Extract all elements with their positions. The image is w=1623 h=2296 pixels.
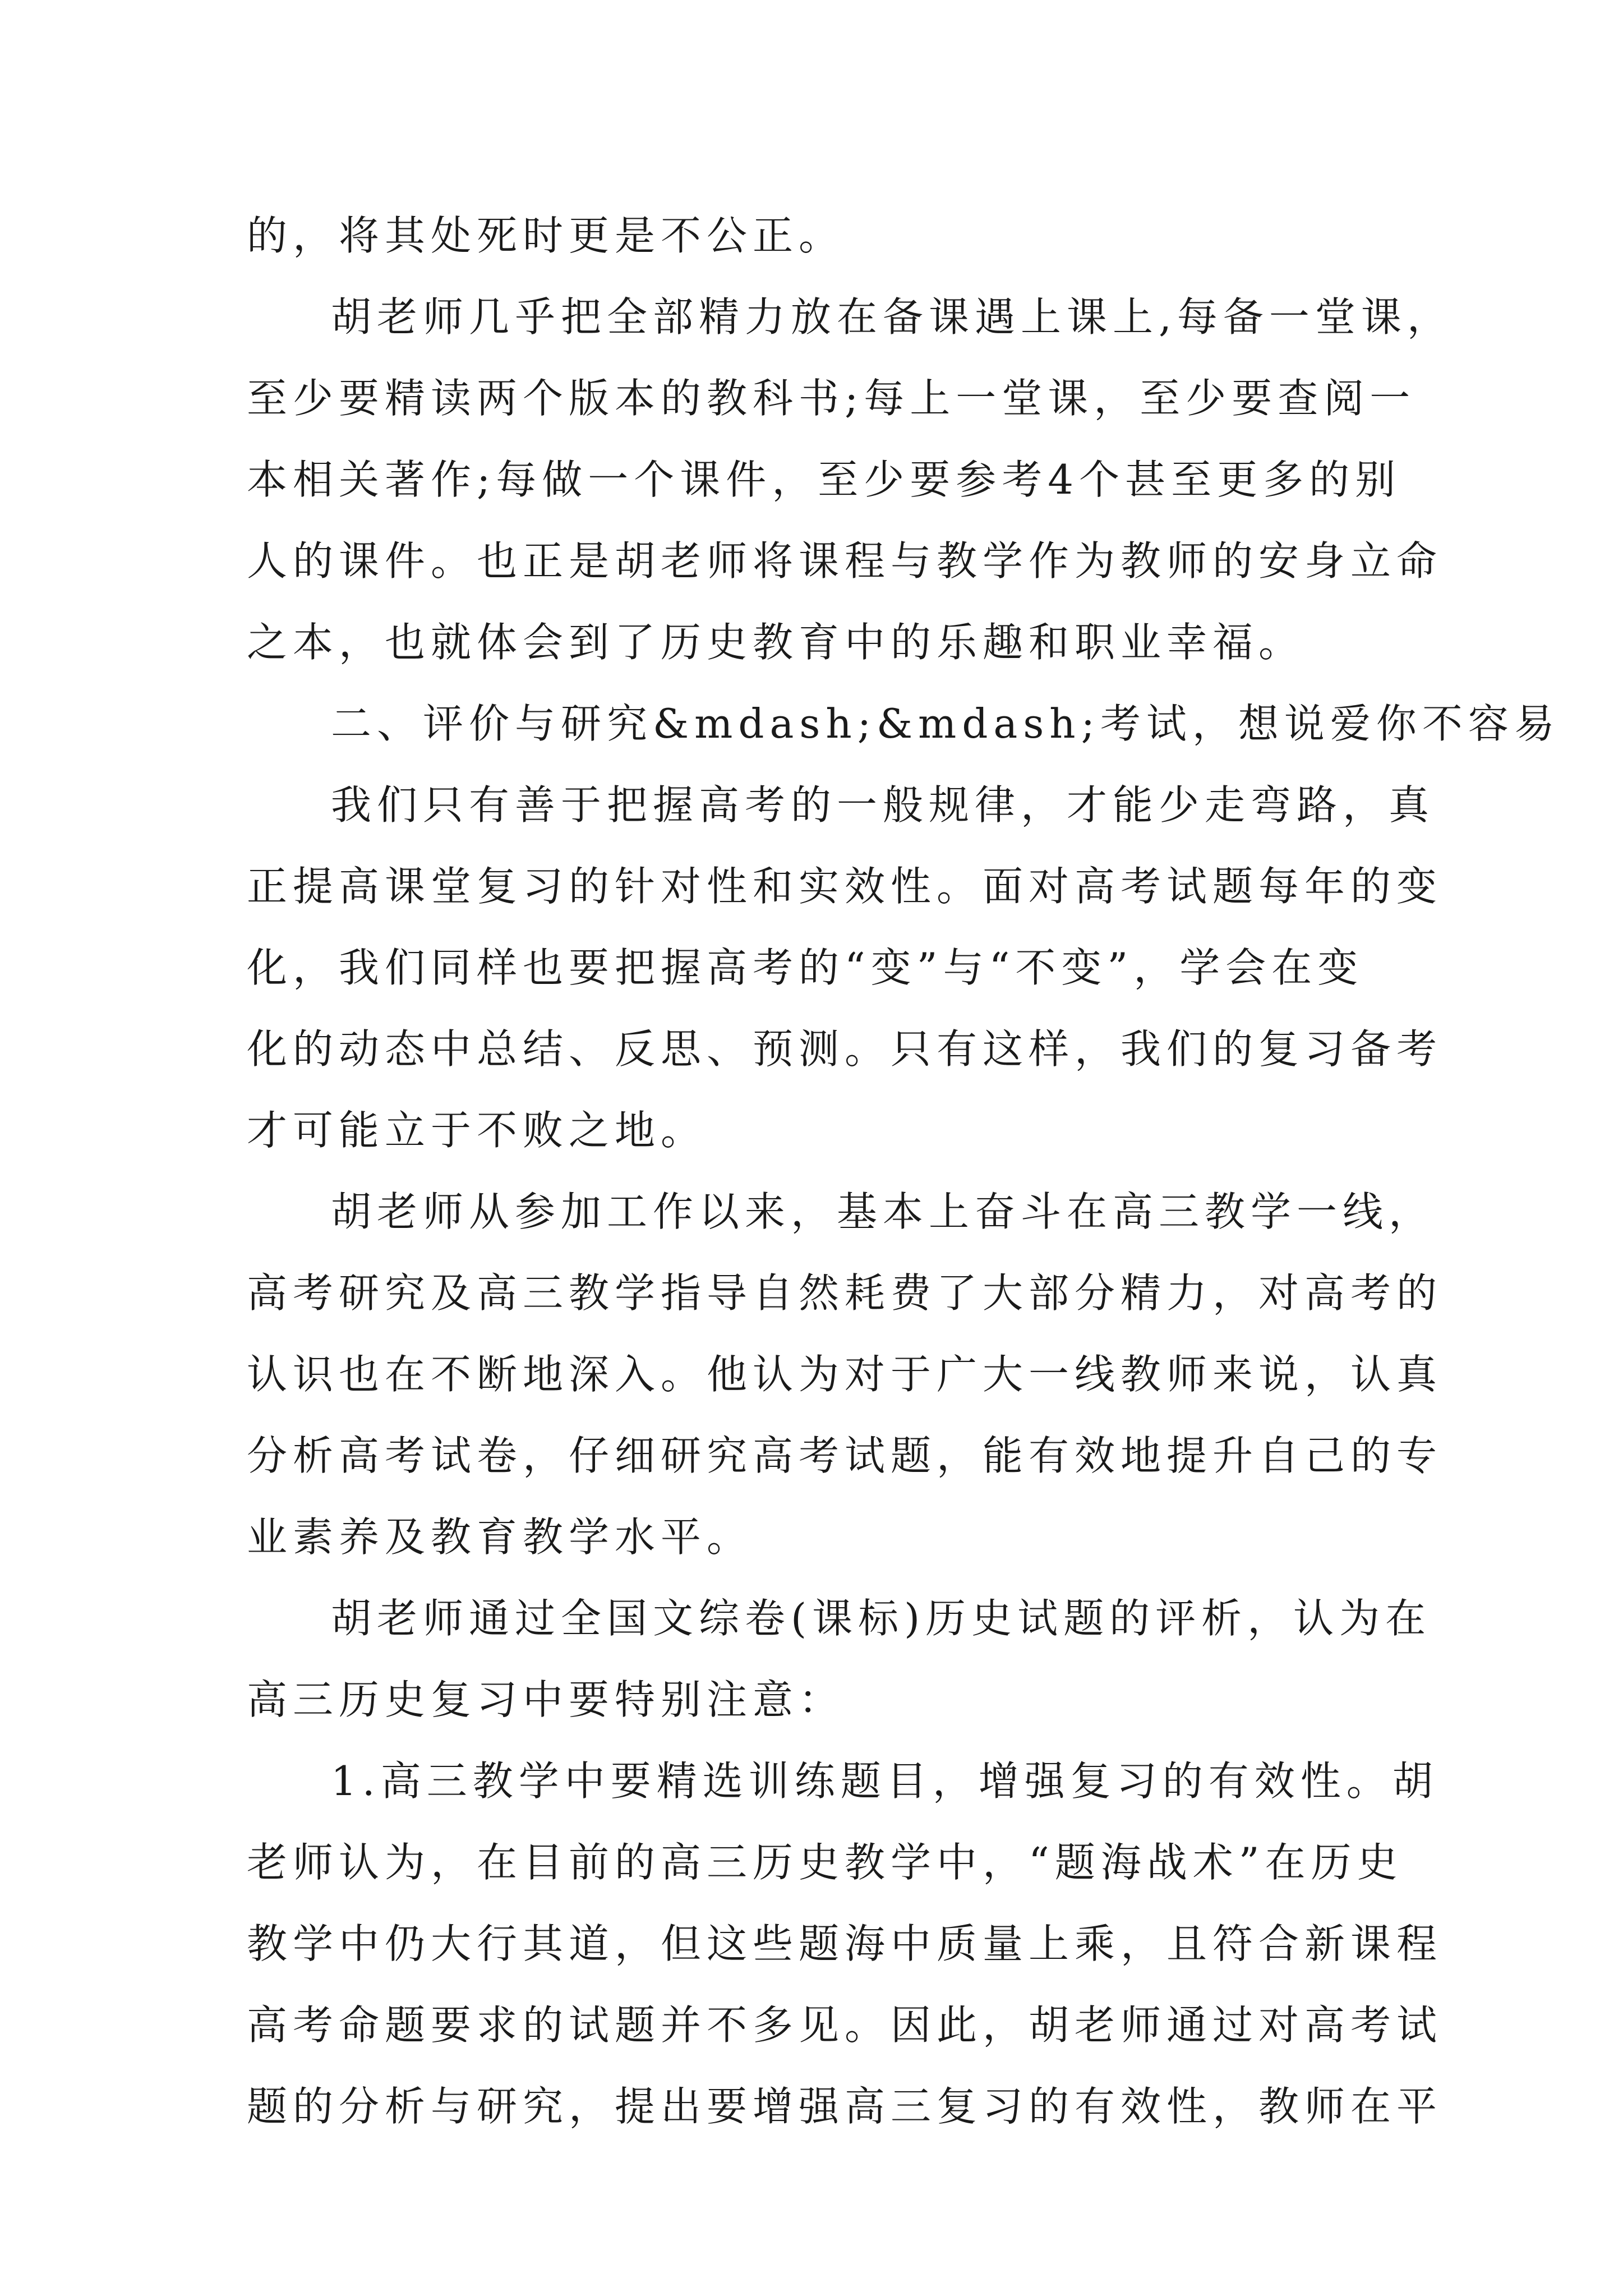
text-line: 才可能立于不败之地。 [247,1107,707,1154]
text-line: 正提高课堂复习的针对性和实效性。面对高考试题每年的变 [247,863,1443,910]
text-line: 教学中仍大行其道，但这些题海中质量上乘，且符合新课程 [247,1920,1443,1967]
paragraph-first-line: 胡老师从参加工作以来，基本上奋斗在高三教学一线， [331,1188,1435,1235]
text-line: 之本，也就体会到了历史教育中的乐趣和职业幸福。 [247,619,1305,666]
text-line: 高考命题要求的试题并不多见。因此，胡老师通过对高考试 [247,2001,1443,2049]
section-heading: 二、评价与研究&mdash;&mdash;考试，想说爱你不容易 [331,700,1560,747]
text-line: 业素养及教育教学水平。 [247,1513,753,1561]
paragraph-first-line: 1.高三教学中要精选训练题目，增强复习的有效性。胡 [331,1757,1438,1805]
text-line: 化，我们同样也要把握高考的“变”与“不变”，学会在变 [247,944,1364,991]
paragraph-first-line: 我们只有善于把握高考的一般规律，才能少走弯路，真 [331,781,1435,829]
text-line: 的，将其处死时更是不公正。 [247,212,845,259]
text-line: 高三历史复习中要特别注意： [247,1676,845,1723]
text-line: 题的分析与研究，提出要增强高三复习的有效性，教师在平 [247,2083,1443,2130]
text-line: 至少要精读两个版本的教科书;每上一堂课，至少要查阅一 [247,375,1416,422]
text-line: 本相关著作;每做一个课件，至少要参考4个甚至更多的别 [247,456,1401,503]
paragraph-first-line: 胡老师通过全国文综卷(课标)历史试题的评析，认为在 [331,1595,1432,1642]
text-line: 人的课件。也正是胡老师将课程与教学作为教师的安身立命 [247,537,1443,585]
text-line: 认识也在不断地深入。他认为对于广大一线教师来说，认真 [247,1351,1443,1398]
text-line: 化的动态中总结、反思、预测。只有这样，我们的复习备考 [247,1025,1443,1073]
text-line: 老师认为，在目前的高三历史教学中，“题海战术”在历史 [247,1839,1403,1886]
text-line: 分析高考试卷，仔细研究高考试题，能有效地提升自己的专 [247,1432,1443,1479]
text-line: 高考研究及高三教学指导自然耗费了大部分精力，对高考的 [247,1269,1443,1317]
paragraph-first-line: 胡老师几乎把全部精力放在备课遇上课上,每备一堂课， [331,293,1453,341]
